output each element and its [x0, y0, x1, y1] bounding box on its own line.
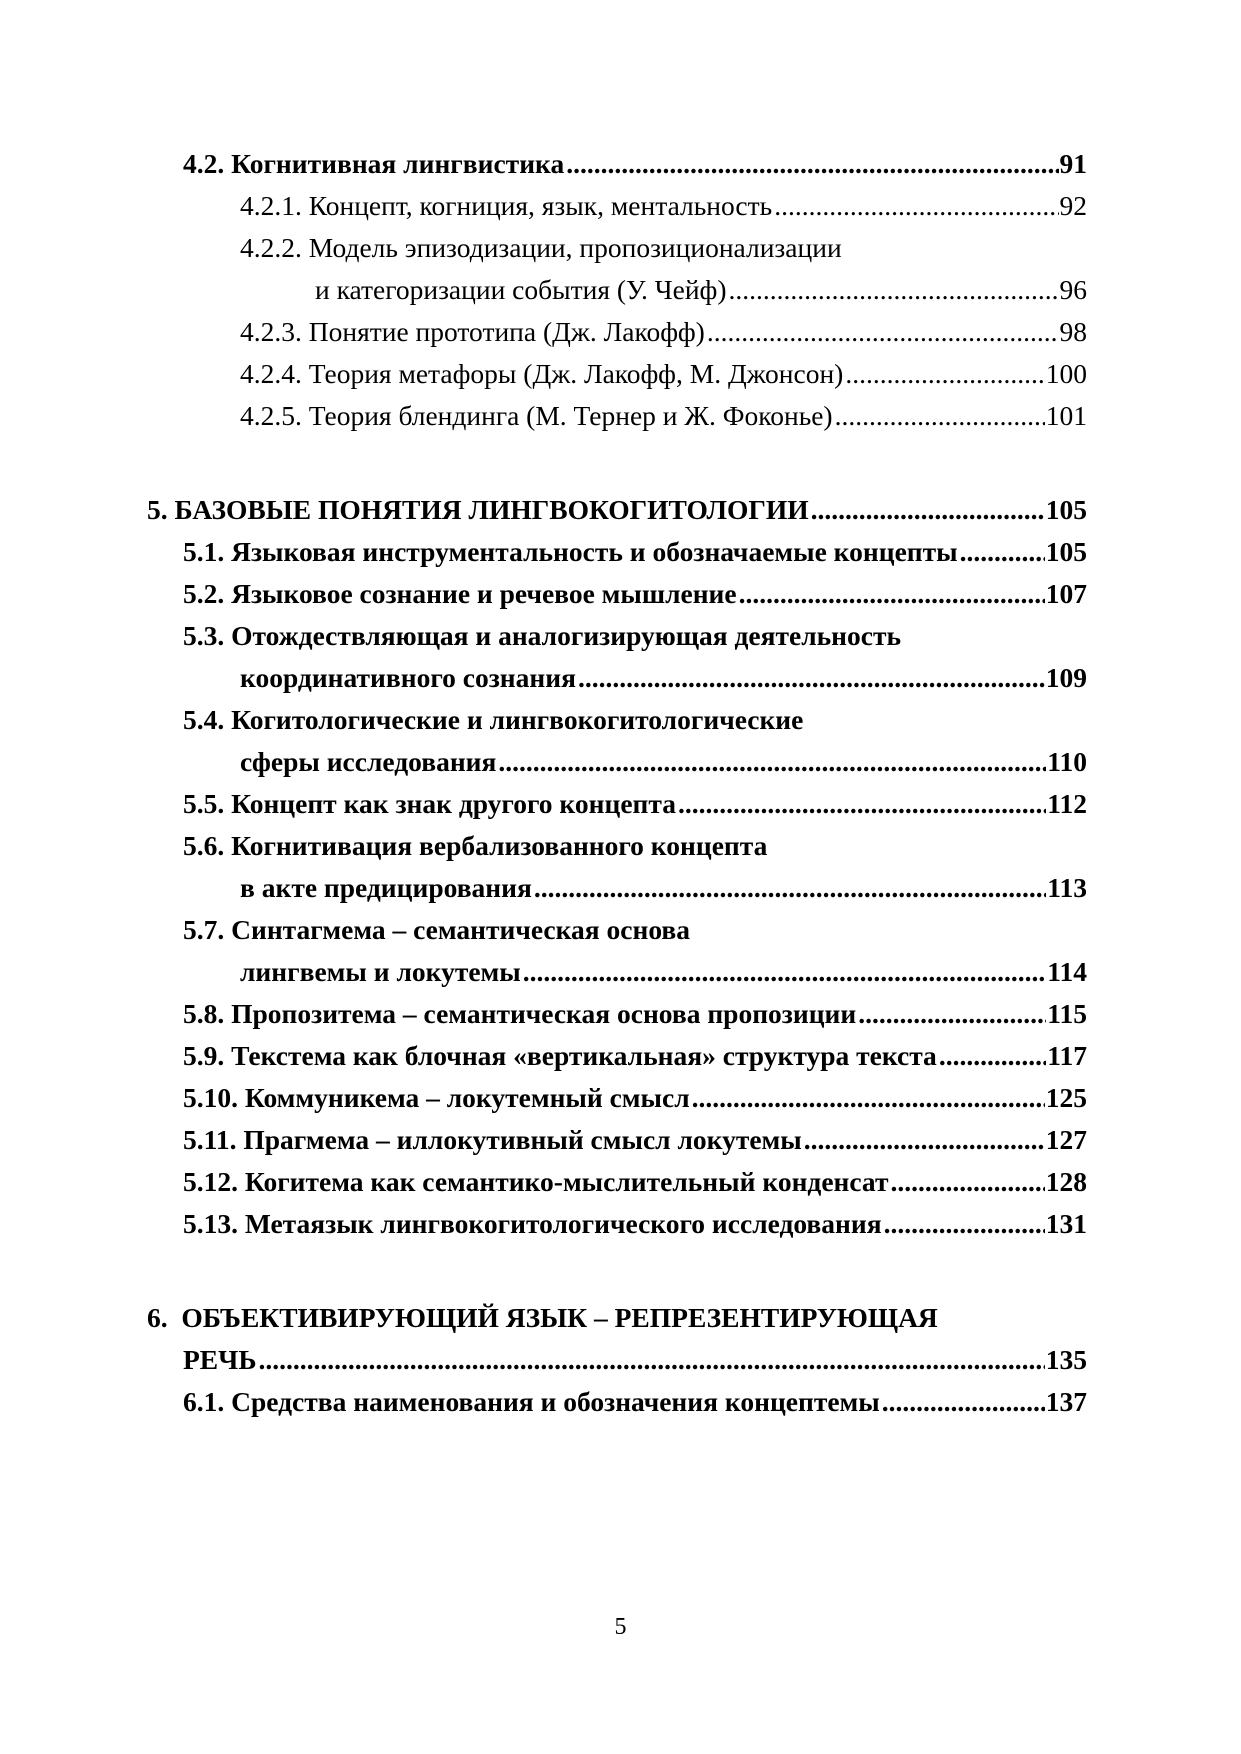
toc-entry-page: 96	[1059, 274, 1087, 305]
toc-leader	[707, 312, 1059, 352]
toc-entry-title: 5.2. Языковое сознание и речевое мышление	[183, 578, 737, 609]
toc-entry-title: РЕЧЬ	[183, 1344, 257, 1375]
toc-entry	[315, 270, 1087, 310]
toc-entry-page: 128	[1045, 1166, 1087, 1197]
toc-leader	[890, 1162, 1044, 1202]
toc-leader	[858, 994, 1046, 1034]
toc-entry-page: 105	[1045, 494, 1087, 525]
toc-entry-page: 109	[1045, 662, 1087, 693]
toc-entry	[183, 1162, 1087, 1202]
toc-leader	[578, 658, 1045, 698]
toc-entry-page: 127	[1045, 1124, 1087, 1155]
toc-leader	[811, 490, 1045, 530]
toc-entry-title: 6.1. Средства наименования и обозначения концептемы	[183, 1386, 880, 1417]
toc-entry-title: 5.5. Концепт как знак другого концепта	[183, 788, 676, 819]
toc-entry-page: 105	[1045, 536, 1087, 567]
toc-leader	[259, 1340, 1045, 1380]
toc-chapter	[147, 490, 1087, 530]
toc-entry-page: 117	[1047, 1040, 1087, 1071]
toc-entry-title: 5.12. Когитема как семантико-мыслительный конденсат	[183, 1166, 889, 1197]
toc-entry-title: 5.6. Когнитивация вербализованного концепта	[183, 830, 768, 861]
toc-entry-title: 4.2.4. Теория метафоры (Дж. Лакофф, М. Джонсон)	[240, 358, 844, 389]
toc-entry-page: 98	[1059, 316, 1087, 347]
toc-entry	[183, 1036, 1087, 1076]
toc-entry-page: 91	[1059, 148, 1087, 179]
toc-entry-title: 4.2.2. Модель эпизодизации, пропозиционализации	[240, 232, 842, 263]
toc-entry-title: координативного сознания	[240, 662, 576, 693]
page-number: 5	[614, 1614, 627, 1640]
toc-entry-title: лингвемы и локутемы	[240, 956, 521, 987]
toc-leader	[835, 396, 1045, 436]
toc-entry-page: 137	[1045, 1386, 1087, 1417]
toc-entry-page: 107	[1045, 578, 1087, 609]
toc-entry-title: 5.3. Отождествляющая и аналогизирующая деятельность	[183, 620, 902, 651]
toc-entry-title: 5.13. Метаязык лингвокогитологического исследования	[183, 1208, 882, 1239]
toc-entry	[183, 700, 1087, 740]
toc-entry	[240, 312, 1087, 352]
toc-entry	[240, 952, 1087, 992]
toc-entry	[240, 658, 1087, 698]
toc-entry-title: сферы исследования	[240, 746, 497, 777]
toc-chapter	[147, 1298, 1087, 1338]
toc-entry	[183, 826, 1087, 866]
toc-entry-title: 4.2.5. Теория блендинга (М. Тернер и Ж. Фоконье)	[240, 400, 833, 431]
toc-entry-page: 92	[1059, 190, 1087, 221]
toc-entry	[240, 354, 1087, 394]
toc-entry	[240, 868, 1087, 908]
toc-entry-page: 131	[1045, 1208, 1087, 1239]
toc-entry	[183, 1078, 1087, 1118]
toc-leader	[566, 144, 1058, 184]
toc-leader	[774, 186, 1058, 226]
toc-entry	[183, 1204, 1087, 1244]
toc-entry-page: 112	[1047, 788, 1087, 819]
toc-leader	[804, 1120, 1045, 1160]
toc-entry-title: 5.8. Пропозитема – семантическая основа пропозиции	[183, 998, 857, 1029]
toc-entry-page: 135	[1045, 1344, 1087, 1375]
toc-entry	[183, 574, 1087, 614]
toc-entry	[183, 910, 1087, 950]
toc-entry-page: 100	[1045, 358, 1087, 389]
toc-leader	[882, 1382, 1045, 1422]
toc-entry-page: 125	[1045, 1082, 1087, 1113]
toc-entry-title: 5.10. Коммуникема – локутемный смысл	[183, 1082, 690, 1113]
toc-leader	[678, 784, 1046, 824]
toc-entry	[183, 1120, 1087, 1160]
toc-entry	[240, 742, 1087, 782]
toc-chapter	[183, 1340, 1087, 1380]
toc-leader	[960, 532, 1045, 572]
toc-entry	[240, 228, 1087, 268]
toc-entry-title: 5.7. Синтагмема – семантическая основа	[183, 914, 691, 945]
toc-leader	[739, 574, 1045, 614]
toc-entry-title: в акте предицирования	[240, 872, 532, 903]
toc-entry-title: 5. БАЗОВЫЕ ПОНЯТИЯ ЛИНГВОКОГИТОЛОГИИ	[147, 494, 809, 525]
toc-entry	[183, 1382, 1087, 1422]
toc-entry-page: 113	[1047, 872, 1087, 903]
toc-entry	[240, 186, 1087, 226]
toc-entry-page: 110	[1047, 746, 1087, 777]
toc-entry-title: 5.1. Языковая инструментальность и обозначаемые концепты	[183, 536, 958, 567]
toc-leader	[845, 354, 1044, 394]
toc-entry	[183, 784, 1087, 824]
toc-entry	[183, 994, 1087, 1034]
toc-leader	[534, 868, 1046, 908]
toc-entry	[240, 396, 1087, 436]
toc-entry-title: 5.11. Прагмема – иллокутивный смысл локутемы	[183, 1124, 802, 1155]
toc-leader	[692, 1078, 1045, 1118]
toc-leader	[884, 1204, 1045, 1244]
toc-leader	[523, 952, 1047, 992]
toc-entry-page: 115	[1047, 998, 1087, 1029]
toc-entry-title: 5.9. Текстема как блочная «вертикальная» структура текста	[183, 1040, 937, 1071]
toc-entry	[183, 616, 1087, 656]
toc-entry-title: 6. ОБЪЕКТИВИРУЮЩИЙ ЯЗЫК – РЕПРЕЗЕНТИРУЮЩАЯ	[147, 1302, 938, 1333]
toc-entry-title: 4.2.3. Понятие прототипа (Дж. Лакофф)	[240, 316, 705, 347]
toc-entry	[183, 532, 1087, 572]
toc-entry-title: и категоризации события (У. Чейф)	[315, 274, 727, 305]
toc-leader	[729, 270, 1059, 310]
toc-leader	[498, 742, 1046, 782]
toc-entry-title: 4.2. Когнитивная лингвистика	[183, 148, 565, 179]
toc-entry-title: 4.2.1. Концепт, когниция, язык, ментальность	[240, 190, 773, 221]
toc-entry-title: 5.4. Когитологические и лингвокогитологические	[183, 704, 804, 735]
toc-leader	[939, 1036, 1046, 1076]
toc-entry-page: 101	[1045, 400, 1087, 431]
toc-entry-page: 114	[1047, 956, 1087, 987]
toc-entry	[183, 144, 1087, 184]
